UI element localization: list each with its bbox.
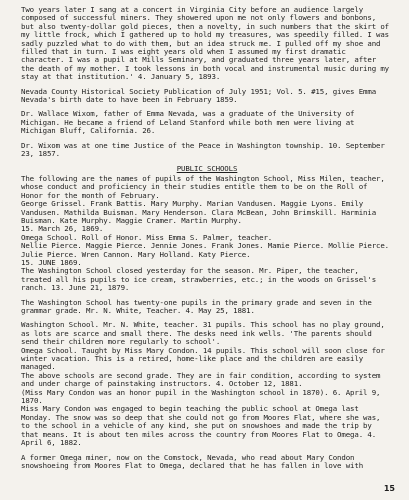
paragraph-birth-date: Nevada County Historical Society Publication of July 1951; Vol. 5. #15, gives Emma Nevada's birth date to have been in February 1859. [21,86,377,105]
school-line: Washington School. Mr. N. White, teacher. 31 pupils. This school has no play ground, as lots are scarce and small there. The desks need ink wells. 'The parents should send their children more regularly to school'. [21,320,385,347]
school-line: Nellie Pierce. Maggie Pierce. Jennie Jones. Frank Jones. Mamie Pierce. Mollie Pierce. Julie Pierce. Wren Cannon. Mary Holland. Katy Pierce. [21,241,390,259]
school-line: 15. JUNE 1869. [21,257,82,267]
school-line: The above schools are second grade. They are in fair condition, according to system and under charge of painstaking instructors. 4. October 12, 1881. [21,370,381,389]
section-heading [21,165,393,173]
school-line: 15. March 26, 1869. [21,224,104,234]
school-line: Omega School. Taught by Miss Mary Condon. 14 pupils. This school will soon close for winter vacation. This is a retired, home-like place and the children are easily managed. [21,345,385,372]
school-line: The Washington School closed yesterday for the season. Mr. Piper, the teacher, treated all his pupils to ice cream, strawberries, etc.; in the woods on Grissel's ranch. 13. June 21, 1879. [21,266,377,293]
paragraph-omega-miner: A former Omega miner, now on the Comstock, Nevada, who read about Mary Condon snowshoeing from Moores Flat to Omega, declared that he has fallen in love with [21,452,364,470]
school-line: George Grissel. Frank Battis. Mary Murphy. Marian Vandusen. Maggie Lyons. Emily Vandusen. Mathilda Buisman. Mary Henderson. Clara McBean, John Brimskill. Harminia Buisman. Kate Murphy. Maggie Cramer. Martin Murphy. [21,199,377,225]
paragraph-concert: Two years later I sang at a concert in Virginia City before an audience largely composed of successful miners. They showered upon me not only flowers and bonbons, but also twenty-dollar gold pieces, then a novelty, in such numbers that the skirt of my little frock, which I gathered up to hold my treasures, was speedily filled. I was sadly puzzled what to do with them, but an idea struck me. I pulled off my shoe and filled that in turn. I was eight years old when I assumed my first dramatic character. I was a pupil at Mills Seminary, and graduated three years later, after the death of my mother. I took lessons in both vocal and instrumental music during my stay at that institution.' 4. January 5, 1893. [21,5,390,82]
section-heading-text: PUBLIC SCHOOLS [176,163,238,173]
paragraph-father: Dr. Wallace Wixom, father of Emma Nevada, was a graduate of the University of Michigan. He became a friend of Leland Stanford while both men were living at Michigan Bluff, California. 26. [21,109,355,136]
school-line: The following are the names of pupils of the Washington School, Miss Milen, teacher, whose conduct and proficiency in their studies entitle them to be on the Roll of Honor for the month of February. [21,173,385,200]
page-body [21,6,393,476]
school-line: (Miss Mary Condon was an honor pupil in the Washington school in 1870). 6. April 9, 1870. [21,387,381,406]
page-number: 15 [383,484,395,493]
paragraph-justice: Dr. Wixom was at one time Justice of the Peace in Washington township. 10. September 23, 1857. [21,140,385,159]
school-line: Miss Mary Condon was engaged to begin teaching the public school at Omega last Monday. The snow was so deep that she could not go from Moores Flat, where she was, to the school in a vehicle of any kind, she put on snowshoes and made the trip by that means. It is about ten miles across the country from Moores Flat to Omega. 4. April 6, 1882. [21,404,381,448]
school-line: Omega School. Roll of Honor. Miss Emma S. Palmer, teacher. [21,232,273,242]
paragraph-primary-grade: The Washington School has twenty-one pupils in the primary grade and seven in the grammar grade. Mr. N. White, Teacher. 4. May 25, 1881. [21,297,372,315]
